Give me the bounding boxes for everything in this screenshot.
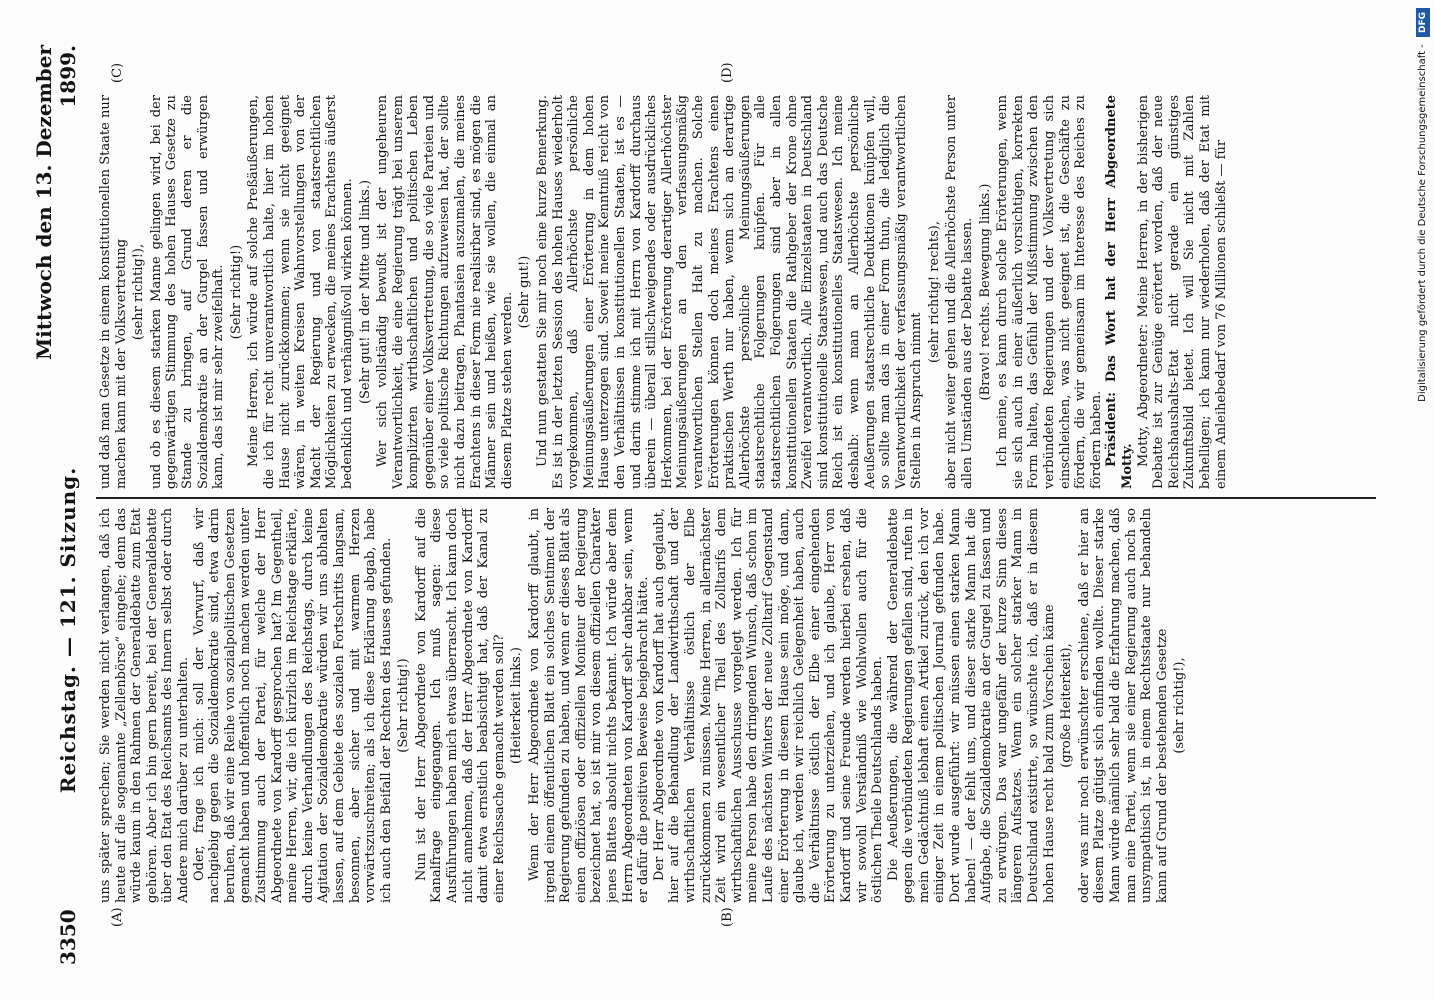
paragraph: Meine Herren, ich würde auf solche Preßäußerungen, die ich für recht unverantwortlich halte, hier im hohen Hause nicht zurückkommen; wenn sie nicht geeignet wären, in weiten Kreisen Wahnvorstellungen von der Macht der Regierung und von staatsrechtlichen Möglichkeiten zu erwecken, die meines Erachtens äußerst bedenklich und verhängnißvoll wirken können. <box>246 95 355 489</box>
paragraph: Motty, Abgeordneter: Meine Herren, in der bisherigen Debatte ist zur Genüge erörtert worden, daß der neue Reichshaushalts-Etat nicht gerade ein günstiges Zukunftsbild bietet. Ich will Sie nicht mit Zahlen behelligen; ich kann nur wiederholen, daß der Etat mit einem Anleihebedarf von 76 Millionen schließt — für <box>1135 95 1229 489</box>
paragraph: Präsident: Das Wort hat der Herr Abgeordnete Motty. <box>1104 95 1135 489</box>
interjection: (große Heiterkeit), <box>1059 643 1075 768</box>
paragraph: aber nicht weiter gehen und die Allerhöchste Person unter allen Umständen aus der Debatte lassen. <box>944 95 976 489</box>
paragraph: Und nun gestatten Sie mir noch eine kurze Bemerkung. Es ist in der letzten Session des hohen Hauses wiederholt vorgekommen, daß Allerhöchste persönliche Meinungsäußerungen einer Erörterung in dem hohen Hause unterzogen sind. Soweit meine Kenntniß reicht von den Verhältnissen in konstitutionellen Staaten, ist es — und darin stimme ich mit Herrn von Kardorff durchaus überein — überall stillschweigendes oder ausdrückliches Herkommen, bei der Erörterung derartiger Allerhöchster Meinungsäußerungen an den verfassungsmäßig verantwortlichen Stellen Halt zu machen. Solche Erörterungen können doch meines Erachtens einen praktischen Werth nur haben, wenn sich an derartige Allerhöchste persönliche Meinungsäußerungen staatsrechtliche Folgerungen knüpfen. Für alle staatsrechtlichen Folgerungen sind aber in allen konstitutionellen Staaten die Rathgeber der Krone ohne Zweifel verantwortlich. Alle Einzelstaaten in Deutschland sind konstitutionelle Staatswesen, und auch das Deutsche Reich ist ein konstitutionelles Staatswesen. Ich meine deshalb: wenn man an Allerhöchste persönliche Aeußerungen staatsrechtliche Deduktionen knüpfen will, so sollte man das in einer Form thun, die lediglich die Verantwortlichkeit der verfassungsmäßig verantwortlichen Stellen in Anspruch nimmt <box>535 95 925 489</box>
rotated-page <box>0 25 1395 985</box>
paragraph: Ich meine, es kann durch solche Erörterungen, wenn sie sich auch in einer äußerlich vorsichtigen, korrekten Form halten, das Gefühl der Mißstimmung zwischen den verbündeten Regierungen und der Volksvertretung sich einschleichen, was nicht geeignet ist, die Geschäfte zu fördern, die wir gemeinsam im Interesse des Reiches zu fördern haben. <box>995 95 1104 489</box>
paragraph: oder was mir noch erwünschter erschiene, daß er hier an diesem Platze gütigst sich einfinden wollte. Dieser starke Mann würde nämlich sehr bald die Erfahrung machen, daß man eine Partei, wenn sie einer Regierung auch noch so unsympathisch ist, in einem Rechtsstaate nur behandeln kann auf Grund der bestehenden Gesetze <box>1076 508 1170 903</box>
column-divider <box>96 497 1376 499</box>
page-number: 3350 <box>56 909 80 965</box>
left-text-column <box>98 508 1368 903</box>
paragraph: Nun ist der Herr Abgeordnete von Kardorff auf die Kanalfrage eingegangen. Ich muß sagen: diese Ausführungen haben mich etwas überrascht. Ich kann doch nicht annehmen, daß der Herr Abgeordnete von Kardorff damit etwa ernstlich beabsichtigt hat, daß der Kanal zu einer Reichssache gemacht werden soll? <box>413 508 507 903</box>
paragraph: und daß man Gesetze in einem konstitutionellen Staate nur machen kann mit der Volksvertretung <box>98 95 129 489</box>
paragraph: Oder, frage ich mich: soll der Vorwurf, daß wir nachgiebig gegen die Sozialdemokratie sind, etwa darin beruhen, daß wir eine Reihe von sozialpolitischen Gesetzen gemacht haben und hoffentlich noch machen werden unter Zustimmung auch der Partei, für welche der Herr Abgeordnete von Kardorff gesprochen hat? Im Gegentheil, meine Herren, wir, die ich kürzlich im Reichstage erklärte, durch keine Verhandlungen des Reichstags, durch keine Agitation der Sozialdemokratie würden wir uns abhalten lassen, auf dem Gebiete des sozialen Fortschritts langsam, besonnen, aber sicher und mit warmem Herzen vorwärtszuschreiten; als ich diese Erklärung abgab, habe ich auch den Beifall der Rechten des Hauses gefunden. <box>191 508 394 903</box>
interjection: (Heiterkeit links.) <box>509 647 525 764</box>
dfg-logo: DFG <box>1416 8 1430 37</box>
margin-marker-b: (B) <box>720 907 735 927</box>
interjection: (Sehr richtig!) <box>228 244 244 340</box>
interjection: (sehr richtig!), <box>131 243 147 341</box>
digitization-credit <box>1412 8 1434 998</box>
interjection: (Bravo! rechts. Bewegung links.) <box>977 183 993 401</box>
paragraph: Wenn der Herr Abgeordnete von Kardorff glaubt, in irgend einem öffentlichen Blatt ein solches Sentiment der Regierung gefunden zu haben, und wenn er dieses Blatt als einen offiziösen oder offiziellen Moniteur der Regierung bezeichnet hat, so ist mir von diesem offiziellen Charakter jenes Blattes absolut nichts bekannt. Ich würde aber dem Herrn Abgeordneten von Kardorff sehr dankbar sein, wenn er dafür die positiven Beweise beigebracht hätte. <box>527 508 652 903</box>
page-header <box>32 45 80 965</box>
page-title: Reichstag. — 121. Sitzung. <box>56 466 80 794</box>
credit-text: Digitalisierung gefördert durch die Deutsche Forschungsgemeinschaft - <box>1417 44 1428 402</box>
margin-marker-a: (A) <box>110 907 125 927</box>
paragraph: und ob es diesem starken Manne gelingen wird, bei der gegenwärtigen Stimmung des hohen Hauses Gesetze zu Stande zu bringen, auf Grund deren er die Sozialdemokratie an der Gurgel fassen und erwürgen kann, das ist mir sehr zweifelhaft. <box>148 95 227 489</box>
interjection: (Sehr richtig!) <box>396 658 412 753</box>
margin-marker-c: (C) <box>110 62 125 83</box>
interjection: (Sehr gut! in der Mitte und links.) <box>357 179 373 405</box>
margin-marker-d: (D) <box>720 62 735 83</box>
session-date: Mittwoch den 13. Dezember 1899. <box>32 45 80 360</box>
paragraph: Die Aeußerungen, die während der Generaldebatte gegen die verbündeten Regierungen gefallen sind, rufen in mein Gedächtniß lebhaft einen Artikel zurück, den ich vor einiger Zeit in einem politischen Journal gefunden habe. Dort wurde ausgeführt: wir müssen einen starken Mann haben! — der fehlt uns, und dieser starke Mann hat die Aufgabe, die Sozialdemokratie an der Gurgel zu fassen und zu erwürgen. Das war ungefähr der kurze Sinn dieses längeren Aufsatzes. Wenn ein solcher starker Mann in Deutschland existirte, so wünschte ich, daß er in diesem hohen Hause recht bald zum Vorschein käme <box>885 508 1057 903</box>
paragraph: Wer sich vollständig bewußt ist der ungeheuren Verantwortlichkeit, die eine Regierung trägt bei unserem komplizirten wirthschaftlichen und politischen Leben gegenüber einer Volksvertretung, die so viele Parteien und so viele politische Richtungen aufzuweisen hat, der sollte nicht dazu beitragen, Phantasien auszumalen, die meines Erachtens in dieser Form nie realisirbar sind, es mögen die Männer sein und heißen, wie sie wollen, die einmal an diesem Platze stehen werden. <box>375 95 515 489</box>
interjection: (sehr richtig!), <box>1172 657 1188 754</box>
interjection: (Sehr gut!) <box>517 255 533 329</box>
right-text-column <box>98 95 1368 489</box>
interjection: (sehr richtig! rechts), <box>926 221 942 363</box>
paragraph: Der Herr Abgeordnete von Kardorff hat auch geglaubt, hier auf die Behandlung der Landwirthschaft und der wirthschaftlichen Verhältnisse östlich der Elbe zurückkommen zu müssen. Meine Herren, in allernächster Zeit wird ein wesentlicher Theil des Zolltarifs dem wirthschaftlichen Ausschusse vorgelegt werden. Ich für meine Person habe den dringenden Wunsch, daß schon im Laufe des nächsten Winters der neue Zolltarif Gegenstand einer Erörterung in diesem Hause sein möge, und dann, glaube ich, werden wir reichlich Gelegenheit haben, auch die Verhältnisse östlich der Elbe einer eingehenden Erörterung zu unterziehen, und ich glaube, Herr von Kardorff und seine Freunde werden hierbei ersehen, daß wir sowohl Verständniß wie Wohlwollen auch für die östlichen Theile Deutschlands haben. <box>651 508 886 903</box>
paragraph: uns später sprechen; Sie werden nicht verlangen, daß ich heute auf die sogenannte „Zellenbörse“ eingehe; denn das würde kaum in den Rahmen der Generaldebatte zum Etat gehören. Aber ich bin gern bereit, bei der Generaldebatte über den Etat des Reichsamts des Innern selbst oder durch Andere mich darüber zu unterhalten. <box>98 508 191 903</box>
